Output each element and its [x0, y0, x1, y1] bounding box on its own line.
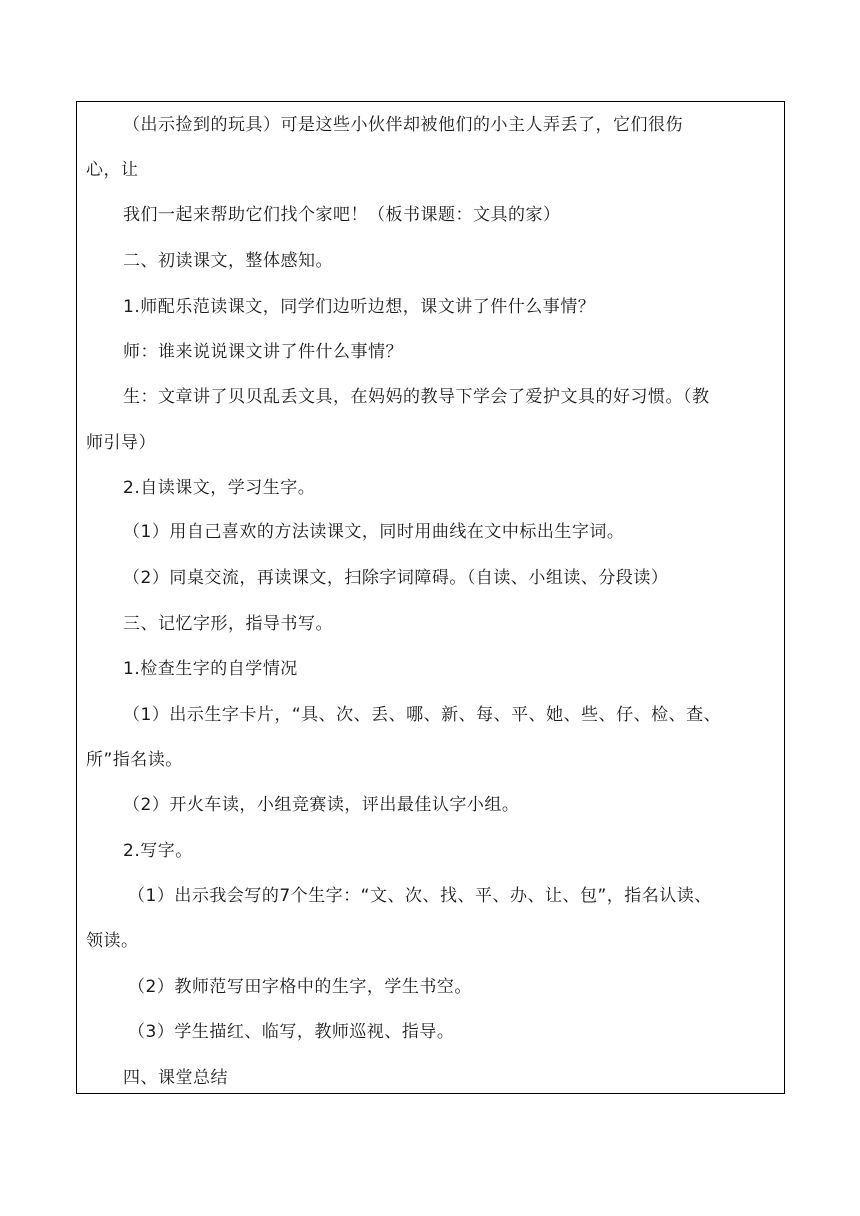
text-line: （2）同桌交流，再读课文，扫除字词障碍。（自读、小组读、分段读） [123, 568, 669, 588]
text-line: 心，让 [86, 160, 139, 180]
text-line: （2）教师范写田字格中的生字，学生书空。 [128, 977, 472, 997]
text-line: 所”指名读。 [86, 750, 183, 770]
text-line: 1.检查生字的自学情况 [123, 659, 298, 679]
text-line: （出示捡到的玩具）可是这些小伙伴却被他们的小主人弄丢了，它们很伤 [123, 115, 683, 135]
text-line: （1）出示生字卡片，“具、次、丢、哪、新、每、平、她、些、仔、检、查、 [123, 705, 722, 725]
text-line: 我们一起来帮助它们找个家吧！（板书课题：文具的家） [123, 205, 561, 225]
text-line: 师：谁来说说课文讲了件什么事情？ [123, 342, 403, 362]
text-line: 2.写字。 [123, 841, 193, 861]
text-line: （3）学生描红、临写，教师巡视、指导。 [128, 1022, 455, 1042]
text-line: （1）用自己喜欢的方法读课文，同时用曲线在文中标出生字词。 [123, 522, 625, 542]
text-line: （1）出示我会写的7个生字：“文、次、找、平、办、让、包”，指名认读、 [128, 886, 712, 906]
text-line: 1.师配乐范读课文，同学们边听边想，课文讲了件什么事情？ [123, 297, 596, 317]
text-line: 2.自读课文，学习生字。 [123, 478, 316, 498]
section-heading: 二、初读课文，整体感知。 [123, 251, 333, 271]
text-line: 领读。 [86, 931, 139, 951]
section-heading: 三、记忆字形，指导书写。 [123, 614, 333, 634]
text-line: 生：文章讲了贝贝乱丢文具，在妈妈的教导下学会了爱护文具的好习惯。（教 [123, 387, 710, 407]
section-heading: 四、课堂总结 [123, 1068, 228, 1088]
text-line: 师引导） [86, 433, 156, 453]
text-line: （2）开火车读，小组竞赛读，评出最佳认字小组。 [123, 795, 520, 815]
